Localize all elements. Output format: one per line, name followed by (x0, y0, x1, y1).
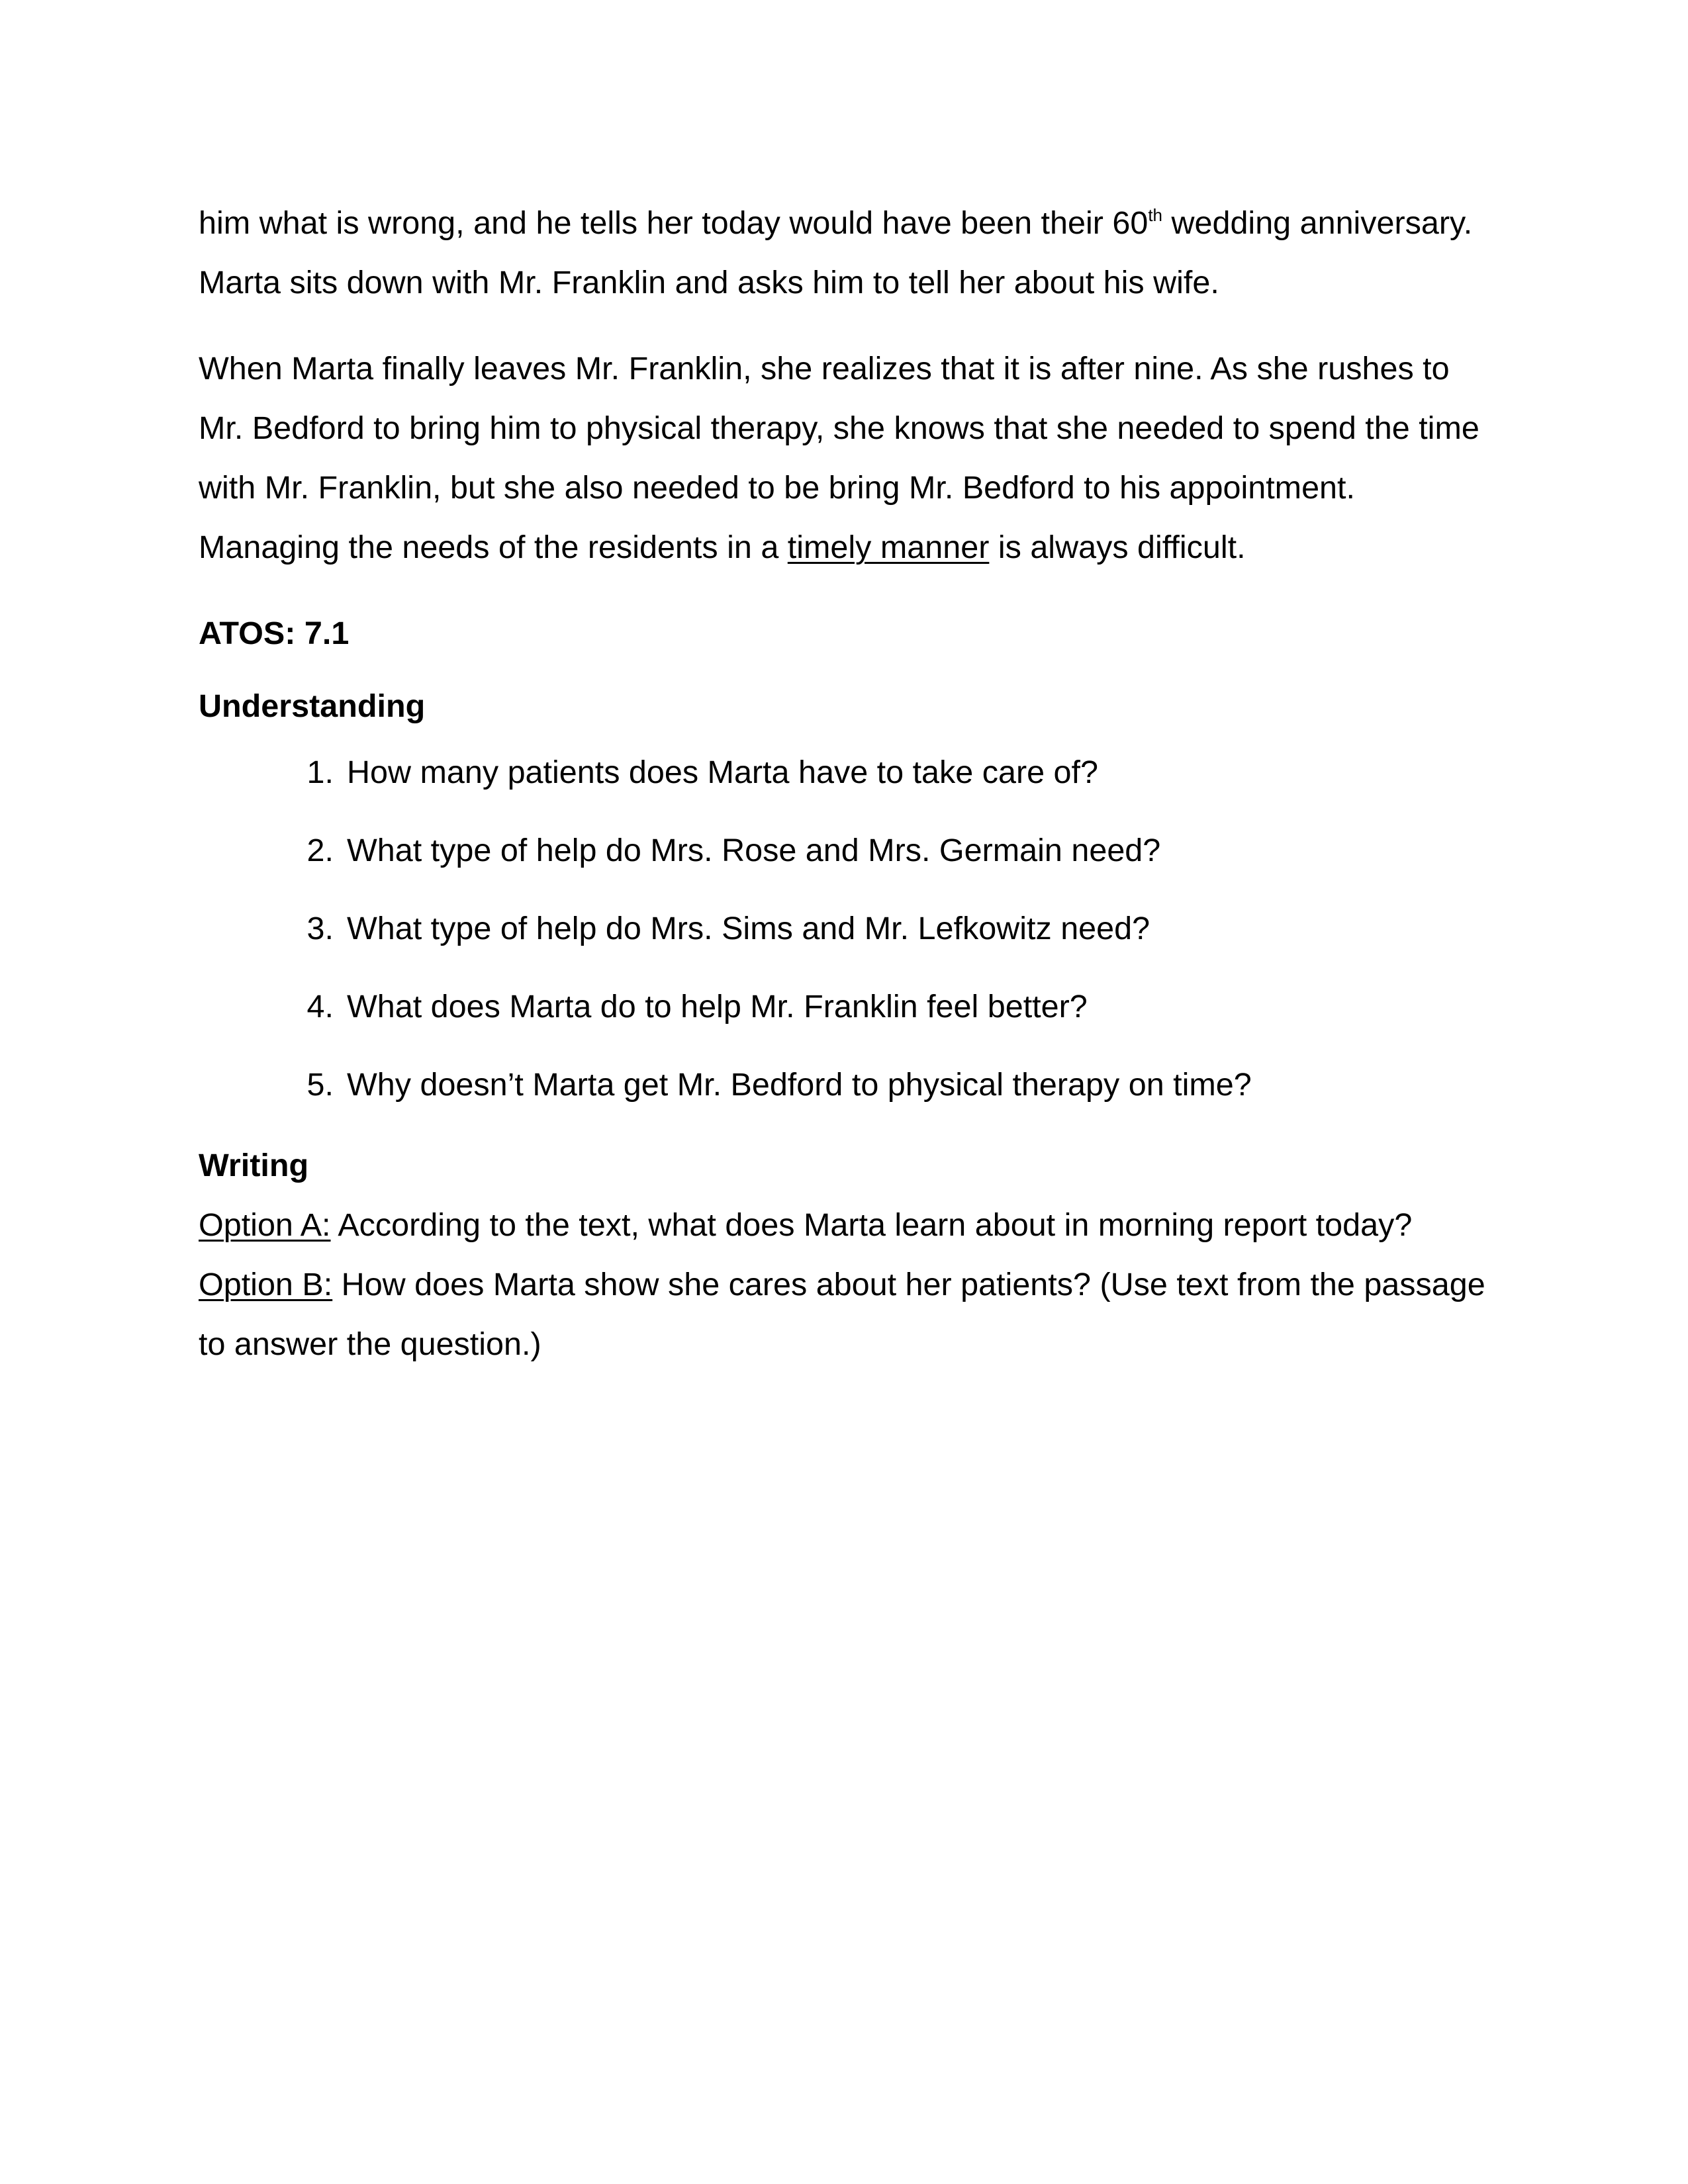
question-text: How many patients does Marta have to take care of? (347, 754, 1098, 790)
understanding-heading: Understanding (199, 688, 426, 724)
question-text: What type of help do Mrs. Rose and Mrs. Germain need? (347, 833, 1161, 868)
question-text: What type of help do Mrs. Sims and Mr. Lefkowitz need? (347, 911, 1150, 946)
atos-score-heading: ATOS: 7.1 (199, 615, 350, 651)
option-a-label: Option A: (199, 1207, 331, 1243)
question-number: 3. (306, 911, 334, 946)
question-item (199, 1055, 1496, 1115)
question-number: 5. (306, 1067, 334, 1103)
question-item (199, 821, 1496, 880)
option-b-prompt: How does Marta show she cares about her patients? (Use text from the passage to answer the question.) (199, 1267, 1485, 1362)
passage-paragraph (199, 339, 1496, 577)
page-content (199, 193, 1496, 1374)
question-item (199, 977, 1496, 1036)
writing-heading: Writing (199, 1148, 309, 1183)
question-text: Why doesn’t Marta get Mr. Bedford to physical therapy on time? (347, 1067, 1252, 1103)
understanding-question-list (199, 743, 1496, 1115)
option-b-label: Option B: (199, 1267, 333, 1302)
option-a-prompt: According to the text, what does Marta learn about in morning report today? (330, 1207, 1413, 1243)
passage-text: him what is wrong, and he tells her today would have been their 60 (199, 205, 1149, 241)
passage-text: is always difficult. (989, 529, 1246, 565)
ordinal-superscript: th (1148, 205, 1162, 225)
writing-option-b (199, 1255, 1496, 1374)
passage-text: When Marta finally leaves Mr. Franklin, she realizes that it is after nine. As she rushes to Mr. Bedford to bring him to physical therapy, she knows that she needed to spend the time with Mr. Franklin, but she also needed to be bring Mr. Bedford to his appointment. Managing the needs of the residents in a (199, 351, 1479, 565)
question-text: What does Marta do to help Mr. Franklin feel better? (347, 989, 1088, 1024)
passage-text: wedding anniversary. Marta sits down with Mr. Franklin and asks him to tell her about his wife. (199, 205, 1473, 300)
underlined-vocabulary-term: timely manner (787, 529, 990, 565)
question-item (199, 899, 1496, 958)
question-number: 1. (306, 754, 334, 790)
question-number: 2. (306, 833, 334, 868)
question-number: 4. (306, 989, 334, 1024)
writing-option-a (199, 1195, 1496, 1255)
passage-paragraph-continued (199, 193, 1496, 312)
question-item (199, 743, 1496, 802)
